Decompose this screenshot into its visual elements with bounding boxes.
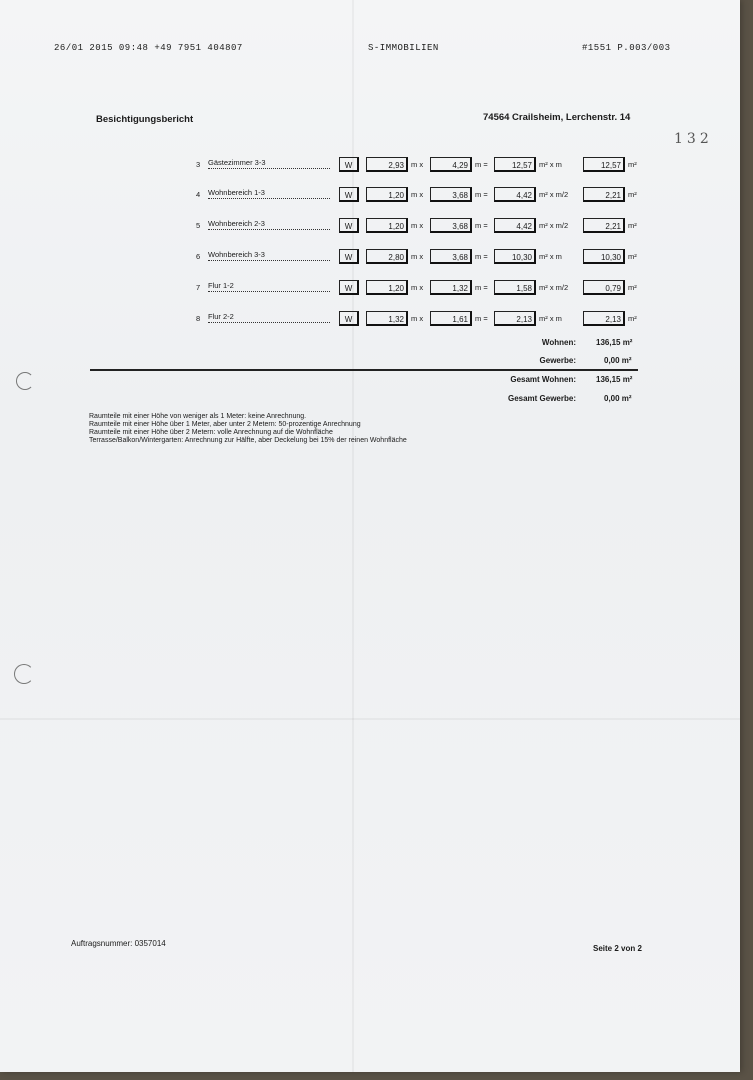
notes-block (89, 413, 407, 445)
type-box: W (339, 218, 359, 233)
result-unit: m² (628, 283, 637, 292)
note-line: Terrasse/Balkon/Wintergarten: Anrechnung zur Hälfte, aber Deckelung bei 15% der reinen Wohnfläche (89, 437, 407, 444)
total-label-wohnen: Wohnen: (541, 338, 576, 347)
unit-label: m x (411, 283, 424, 292)
width-box: 3,68 (430, 187, 472, 202)
result-unit: m² (628, 252, 637, 261)
result-box: 2,21 (583, 218, 625, 233)
fax-header-center: S-IMMOBILIEN (368, 43, 439, 53)
punch-hole-mark (16, 372, 34, 390)
total-label-gesamt-wohnen: Gesamt Wohnen: (510, 375, 576, 384)
total-label-gesamt-gewerbe: Gesamt Gewerbe: (507, 394, 576, 403)
width-box: 3,68 (430, 218, 472, 233)
result-unit: m² (628, 160, 637, 169)
note-line: Raumteile mit einer Höhe über 2 Metern: volle Anrechnung auf die Wohnfläche (89, 429, 333, 436)
row-number: 7 (196, 283, 201, 292)
width-box: 3,68 (430, 249, 472, 264)
formula-label: m² x m/2 (539, 221, 569, 230)
unit-label: m = (475, 221, 488, 230)
row-number: 5 (196, 221, 201, 230)
result-box: 2,13 (583, 311, 625, 326)
type-box: W (339, 157, 359, 172)
result-box: 10,30 (583, 249, 625, 264)
area-box: 1,58 (494, 280, 536, 295)
result-unit: m² (628, 314, 637, 323)
unit-label: m x (411, 252, 424, 261)
page-label: Seite 2 von 2 (593, 944, 642, 953)
length-box: 1,20 (366, 280, 408, 295)
formula-label: m² x m/2 (539, 283, 569, 292)
unit-label: m = (475, 190, 488, 199)
row-number: 6 (196, 252, 201, 261)
formula-label: m² x m (539, 252, 562, 261)
length-box: 1,20 (366, 218, 408, 233)
result-unit: m² (628, 190, 637, 199)
unit-label: m = (475, 283, 488, 292)
room-name: Flur 1-2 (208, 281, 330, 292)
length-box: 1,20 (366, 187, 408, 202)
width-box: 1,61 (430, 311, 472, 326)
handwritten-number: 132 (674, 131, 713, 147)
row-number: 3 (196, 160, 201, 169)
result-unit: m² (628, 221, 637, 230)
unit-label: m = (475, 252, 488, 261)
type-box: W (339, 280, 359, 295)
order-number: Auftragsnummer: 0357014 (71, 939, 166, 948)
total-label-gewerbe: Gewerbe: (539, 356, 576, 365)
area-box: 4,42 (494, 218, 536, 233)
result-box: 2,21 (583, 187, 625, 202)
type-box: W (339, 311, 359, 326)
length-box: 1,32 (366, 311, 408, 326)
note-line: Raumteile mit einer Höhe von weniger als 1 Meter: keine Anrechnung. (89, 413, 307, 420)
unit-label: m x (411, 221, 424, 230)
length-box: 2,93 (366, 157, 408, 172)
formula-label: m² x m (539, 160, 562, 169)
unit-label: m x (411, 314, 424, 323)
note-line: Raumteile mit einer Höhe über 1 Meter, aber unter 2 Metern: 50-prozentige Anrechnung (89, 421, 361, 428)
total-value-gesamt-gewerbe: 0,00 m² (604, 394, 632, 403)
total-value-wohnen: 136,15 m² (596, 338, 633, 347)
total-value-gewerbe: 0,00 m² (604, 356, 632, 365)
property-address: 74564 Crailsheim, Lerchenstr. 14 (483, 112, 631, 123)
fax-header-left: 26/01 2015 09:48 +49 7951 404807 (54, 43, 243, 53)
formula-label: m² x m (539, 314, 562, 323)
total-value-gesamt-wohnen: 136,15 m² (596, 375, 633, 384)
area-box: 10,30 (494, 249, 536, 264)
unit-label: m = (475, 314, 488, 323)
width-box: 1,32 (430, 280, 472, 295)
room-name: Wohnbereich 3-3 (208, 250, 330, 261)
type-box: W (339, 249, 359, 264)
punch-hole-mark (14, 664, 34, 684)
width-box: 4,29 (430, 157, 472, 172)
fold-line-horizontal (0, 718, 740, 720)
type-box: W (339, 187, 359, 202)
divider-line (90, 369, 638, 371)
unit-label: m = (475, 160, 488, 169)
fax-header-right: #1551 P.003/003 (582, 43, 671, 53)
room-name: Wohnbereich 2-3 (208, 219, 330, 230)
unit-label: m x (411, 190, 424, 199)
room-name: Gästezimmer 3-3 (208, 158, 330, 169)
row-number: 4 (196, 190, 201, 199)
room-name: Flur 2-2 (208, 312, 330, 323)
area-box: 12,57 (494, 157, 536, 172)
area-box: 2,13 (494, 311, 536, 326)
length-box: 2,80 (366, 249, 408, 264)
result-box: 0,79 (583, 280, 625, 295)
formula-label: m² x m/2 (539, 190, 569, 199)
result-box: 12,57 (583, 157, 625, 172)
unit-label: m x (411, 160, 424, 169)
row-number: 8 (196, 314, 201, 323)
area-box: 4,42 (494, 187, 536, 202)
room-name: Wohnbereich 1-3 (208, 188, 330, 199)
report-title: Besichtigungsbericht (96, 114, 194, 125)
